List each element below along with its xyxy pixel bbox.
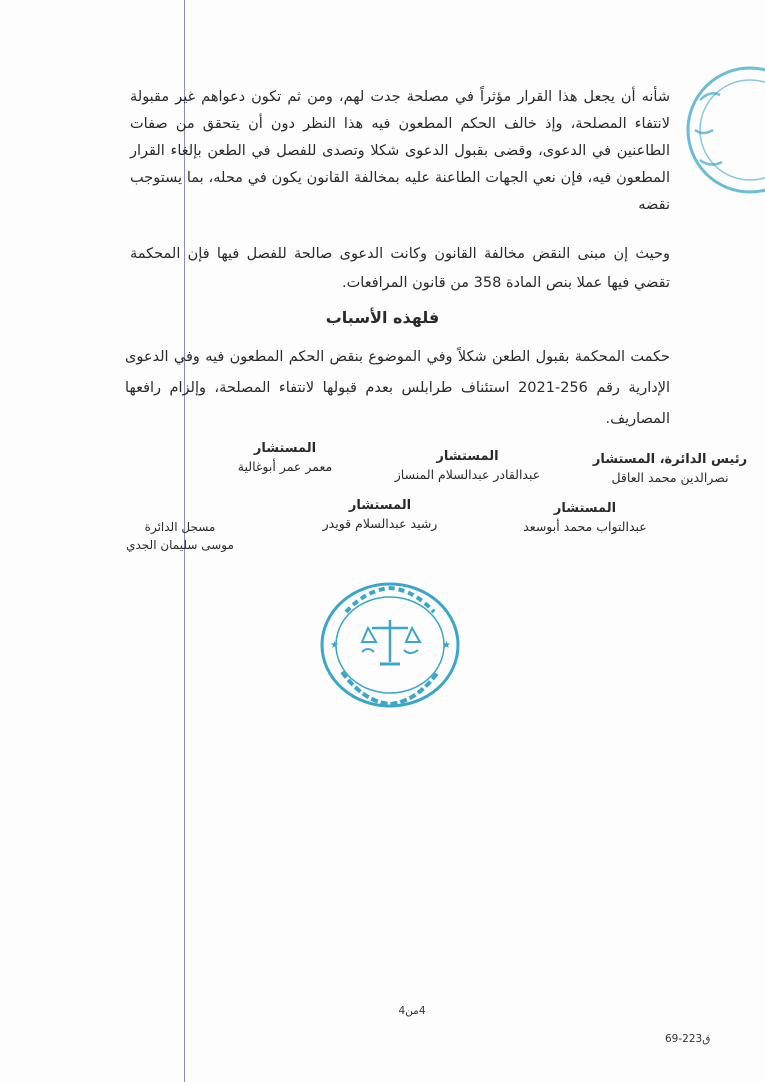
signature-title: مسجل الدائرة bbox=[144, 520, 216, 534]
svg-text:★: ★ bbox=[442, 640, 451, 651]
signature-title: رئيس الدائرة، المستشار bbox=[592, 452, 748, 467]
signature-name: عبدالقادر عبدالسلام المنساز bbox=[394, 467, 541, 482]
paragraph-3-verdict: حكمت المحكمة بقبول الطعن شكلاً وفي الموضوع بنقض الحكم المطعون فيه وفي الدعوى الإدارية رقم 256-2021 استئناف طرابلس بعدم قبولها لانتفاء المصلحة، وإلزام رافعها المصاريف. bbox=[125, 349, 670, 427]
signature-name: رشيد عبدالسلام قويدر bbox=[322, 516, 438, 531]
document-code: 69-223ق bbox=[665, 1033, 711, 1045]
signature-name: معمر عمر أبوغالية bbox=[237, 459, 333, 474]
signature-name: نصرالدين محمد العاقل bbox=[611, 470, 729, 485]
signature-counselor-4 bbox=[300, 497, 460, 533]
signature-counselor-2 bbox=[375, 448, 560, 484]
signature-chief bbox=[585, 451, 755, 487]
signature-title: المستشار bbox=[436, 449, 499, 464]
signature-counselor-5 bbox=[510, 500, 660, 536]
signature-title: المستشار bbox=[253, 441, 317, 456]
section-heading: فلهذه الأسباب bbox=[325, 308, 440, 327]
paragraph-1: شأنه أن يجعل هذا القرار مؤثراً في مصلحة جدت لهم، ومن ثم تكون دعواهم غير مقبولة لانتفاء المصلحة، وإذ خالف الحكم المطعون فيه هذا النظر دون أن يتحقق من صفات الطاعنين في الدعوى، وقضى بقبول الدعوى شكلا وتصدى للفصل في الطعن بإلغاء القرار المطعون فيه، فإن نعي الجهات الطاعنة عليه بمخالفة القانون يكون في محله، بما يستوجب نقضه bbox=[130, 89, 670, 213]
signature-title: المستشار bbox=[553, 501, 617, 516]
paragraph-2: وحيث إن مبنى النقض مخالفة القانون وكانت الدعوى صالحة للفصل فيها فإن المحكمة تقضي فيها عملا بنص المادة 358 من قانون المرافعات. bbox=[130, 246, 670, 291]
signature-name: عبدالتواب محمد أبوسعد bbox=[523, 519, 647, 534]
page-number: 4من4 bbox=[398, 1005, 426, 1017]
corner-seal-stamp bbox=[655, 60, 765, 200]
signature-name: موسى سليمان الجدي bbox=[126, 538, 234, 552]
signature-clerk bbox=[120, 518, 240, 554]
signature-title: المستشار bbox=[348, 498, 412, 513]
svg-text:★: ★ bbox=[330, 640, 339, 651]
signature-counselor-3 bbox=[205, 440, 365, 476]
archive-seal-stamp bbox=[318, 580, 462, 710]
